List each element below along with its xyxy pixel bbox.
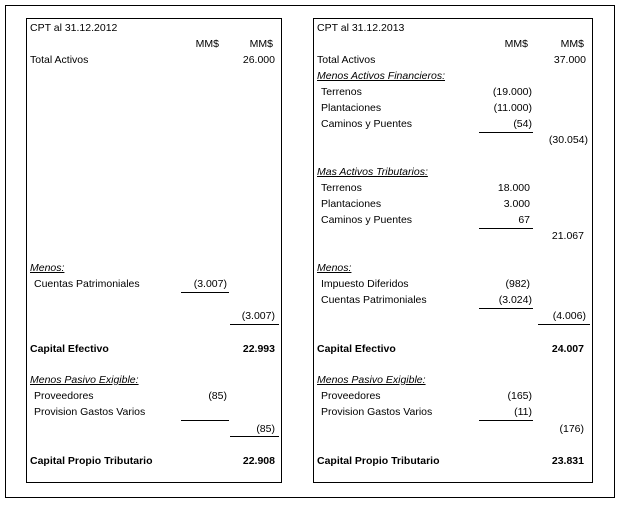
capital-efectivo-label: Capital Efectivo — [30, 343, 109, 355]
capital-efectivo-label: Capital Efectivo — [317, 343, 396, 355]
financieros-subtotal: (30.054) — [548, 134, 588, 146]
column-header-2: MM$ — [560, 38, 584, 50]
list-item-value: (11.000) — [493, 102, 532, 114]
proveedores-label: Proveedores — [321, 390, 381, 402]
total-activos-label: Total Activos — [317, 54, 376, 66]
menos-subtotal: (4.006) — [552, 310, 586, 322]
list-item-label: Caminos y Puentes — [321, 118, 413, 130]
pasivo-subtotal: (176) — [559, 423, 584, 435]
list-item-value: (3.024) — [498, 294, 532, 306]
menos-subtotal: (3.007) — [241, 310, 275, 322]
subtotal-rule — [479, 132, 533, 133]
list-item-value: (54) — [513, 118, 532, 130]
subtotal-rule — [538, 324, 590, 325]
list-item-value: (19.000) — [492, 86, 532, 98]
subtotal-rule — [230, 436, 279, 437]
proveedores-label: Proveedores — [34, 390, 94, 402]
menos-pasivo-heading: Menos Pasivo Exigible: — [30, 374, 139, 386]
subtotal-rule — [479, 228, 533, 229]
list-item-label: Terrenos — [321, 86, 362, 98]
subtotal-rule — [479, 420, 533, 421]
cpt-2012-panel — [26, 18, 282, 483]
cpt-2013-panel — [313, 18, 593, 483]
menos-heading: Menos: — [317, 262, 352, 274]
total-activos-value: 37.000 — [553, 54, 586, 66]
capital-efectivo-value: 24.007 — [551, 343, 584, 355]
list-item-label: Plantaciones — [321, 102, 382, 114]
provision-label: Provision Gastos Varios — [321, 406, 433, 418]
column-header-1: MM$ — [195, 38, 219, 50]
cuentas-patrimoniales-label: Cuentas Patrimoniales — [34, 278, 140, 290]
total-activos-label: Total Activos — [30, 54, 89, 66]
capital-propio-value: 22.908 — [242, 455, 275, 467]
list-item-label: Caminos y Puentes — [321, 214, 413, 226]
list-item-label: Impuesto Diferidos — [321, 278, 409, 290]
column-header-1: MM$ — [504, 38, 528, 50]
list-item-label: Plantaciones — [321, 198, 382, 210]
subtotal-rule — [230, 324, 279, 325]
tributarios-subtotal: 21.067 — [551, 230, 584, 242]
list-item-label: Cuentas Patrimoniales — [321, 294, 427, 306]
subtotal-rule — [479, 308, 533, 309]
capital-efectivo-value: 22.993 — [242, 343, 275, 355]
list-item-value: (982) — [505, 278, 530, 290]
list-item-label: Terrenos — [321, 182, 362, 194]
cuentas-patrimoniales-value: (3.007) — [193, 278, 227, 290]
list-item-value: 3.000 — [503, 198, 530, 210]
list-item-value: 67 — [518, 214, 530, 226]
proveedores-value: (165) — [507, 390, 532, 402]
provision-label: Provision Gastos Varios — [34, 406, 146, 418]
mas-activos-tributarios-heading: Mas Activos Tributarios: — [317, 166, 428, 178]
capital-propio-value: 23.831 — [551, 455, 584, 467]
panel-title: CPT al 31.12.2013 — [317, 22, 405, 34]
provision-value: (11) — [514, 406, 532, 418]
menos-heading: Menos: — [30, 262, 65, 274]
list-item-value: 18.000 — [497, 182, 530, 194]
capital-propio-label: Capital Propio Tributario — [30, 455, 153, 467]
menos-activos-financieros-heading: Menos Activos Financieros: — [317, 70, 445, 82]
capital-propio-label: Capital Propio Tributario — [317, 455, 440, 467]
subtotal-rule — [181, 420, 229, 421]
menos-pasivo-heading: Menos Pasivo Exigible: — [317, 374, 426, 386]
pasivo-subtotal: (85) — [256, 423, 275, 435]
column-header-2: MM$ — [249, 38, 273, 50]
total-activos-value: 26.000 — [242, 54, 275, 66]
subtotal-rule — [181, 292, 229, 293]
panel-title: CPT al 31.12.2012 — [30, 22, 118, 34]
proveedores-value: (85) — [208, 390, 227, 402]
